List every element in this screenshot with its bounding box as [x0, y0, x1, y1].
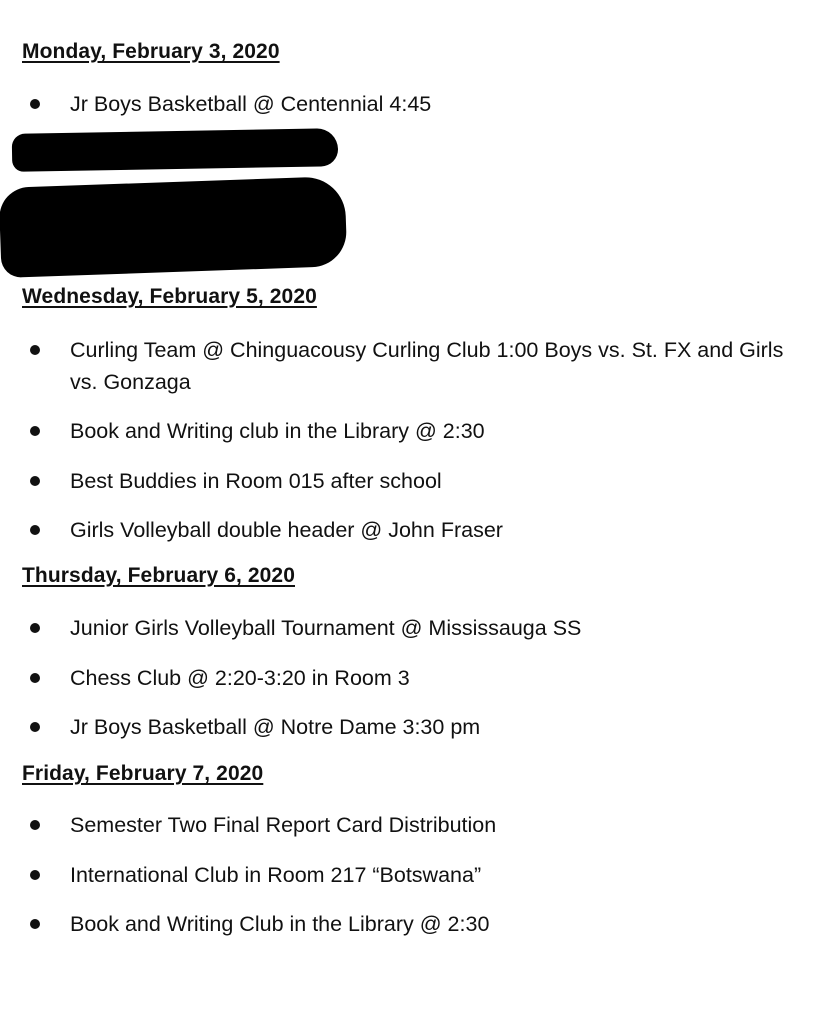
list-item-text: Best Buddies in Room 015 after school — [70, 469, 442, 493]
day-heading-friday: Friday, February 7, 2020 — [22, 762, 264, 785]
redaction-mark — [12, 128, 339, 172]
list-item-text: Jr Boys Basketball @ Notre Dame 3:30 pm — [70, 715, 481, 739]
list-item-text: Book and Writing club in the Library @ 2:30 — [70, 419, 485, 443]
day-heading-wednesday: Wednesday, February 5, 2020 — [22, 285, 317, 308]
bullet-icon — [30, 99, 40, 109]
redaction-mark — [0, 176, 347, 278]
list-item-text: Chess Club @ 2:20-3:20 in Room 3 — [70, 666, 410, 690]
day-heading-monday: Monday, February 3, 2020 — [22, 40, 280, 63]
bullet-icon — [30, 525, 40, 535]
bullet-icon — [30, 345, 40, 355]
bullet-icon — [30, 820, 40, 830]
bullet-icon — [30, 623, 40, 633]
day-heading-thursday: Thursday, February 6, 2020 — [22, 564, 295, 587]
bullet-icon — [30, 919, 40, 929]
list-item-text: Girls Volleyball double header @ John Fraser — [70, 518, 503, 542]
list-item-text: Curling Team @ Chinguacousy Curling Club 1:00 Boys vs. St. FX and Girls vs. Gonzaga — [70, 338, 784, 394]
list-item-text: Book and Writing Club in the Library @ 2:30 — [70, 912, 490, 936]
bullet-icon — [30, 870, 40, 880]
bullet-icon — [30, 722, 40, 732]
list-item-text: Jr Boys Basketball @ Centennial 4:45 — [70, 92, 432, 116]
bullet-icon — [30, 673, 40, 683]
bullet-icon — [30, 476, 40, 486]
list-item-text: Semester Two Final Report Card Distribution — [70, 813, 497, 837]
list-item-text: Junior Girls Volleyball Tournament @ Mississauga SS — [70, 616, 582, 640]
bullet-icon — [30, 426, 40, 436]
list-item-text: International Club in Room 217 “Botswana” — [70, 863, 482, 887]
